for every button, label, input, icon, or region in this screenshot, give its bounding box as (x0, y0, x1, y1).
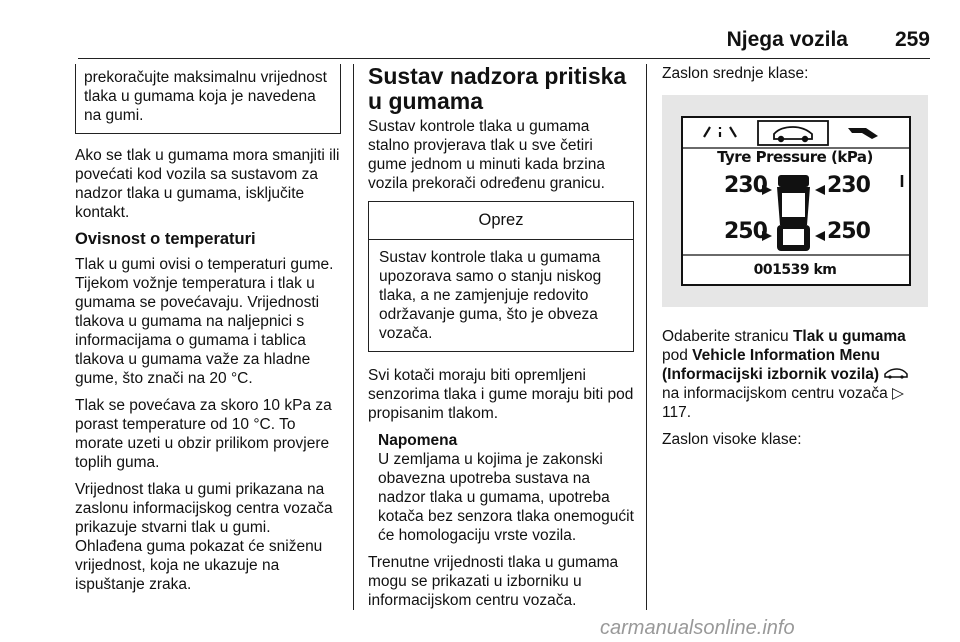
paragraph: Zaslon visoke klase: (662, 431, 802, 449)
column-divider-2 (646, 64, 647, 610)
note-text: U zemljama u kojima je zakonski obavezna upotreba sustava na nadzor tlaka u gumama, upotreba kotača bez senzora tlaka onemogućit će homologaciju vrste vozila. (378, 451, 634, 544)
text-run: pod (662, 347, 693, 364)
rear-right-pressure: 250 (827, 219, 870, 244)
caution-title: Oprez (369, 202, 633, 240)
section-heading: Ovisnost o temperaturi (75, 230, 256, 248)
paragraph: Tlak se povećava za skoro 10 kPa za porast temperature od 10 °C. To morate uzeti u obzir prilikom provjere toplih guma. (75, 397, 332, 471)
paragraph: Sustav kontrole tlaka u gumama stalno provjerava tlak u sve četiri gume jednom u minuti kada brzina vozila prekorači određenu granicu. (368, 118, 605, 192)
car-menu-icon (883, 365, 909, 384)
warning-box-continued (75, 64, 341, 134)
column-left (75, 64, 341, 602)
chapter-title: Njega vozila (726, 28, 848, 51)
note-title: Napomena (378, 432, 458, 449)
front-left-pressure: 230 (724, 173, 767, 198)
paragraph: Ako se tlak u gumama mora smanjiti ili povećati kod vozila sa sustavom za nadzor tlaka u gumama, isključite kontakt. (75, 147, 340, 221)
warning-box-text: prekoračujte maksimalnu vrijednost tlaka u gumama koja je navedena na gumi. (84, 69, 327, 124)
paragraph: Tlak u gumi ovisi o temperaturi gume. Tijekom vožnje temperatura i tlak u gumama se povećavaju. Vrijednosti tlakova u gumama na naljepnici s informacijama o gumama i tablica tlakova u gumama važe za hladne gume, što znači na 20 °C. (75, 256, 334, 387)
paragraph: Zaslon srednje klase: (662, 65, 809, 82)
page-reference-arrow-icon: ▷ (892, 385, 904, 403)
paragraph: Vrijednost tlaka u gumi prikazana na zaslonu informacijskog centra vozača prikazuje stvarni tlak u gumi. Ohlađena guma pokazat će sniženu vrijednost, koja ne ukazuje na ispuštanje zraka. (75, 481, 333, 593)
column-middle (368, 64, 634, 618)
menu-name: Vehicle Information Menu (Informacijski izbornik vozila) (662, 347, 880, 383)
text-run: na informacijskom centru vozača (662, 385, 893, 403)
caution-box (368, 201, 634, 352)
car-top-view-icon (777, 175, 810, 251)
page-reference[interactable]: 117. (662, 404, 692, 422)
tyre-pressure-label: Tyre Pressure (kPa) (717, 148, 873, 166)
rear-left-pressure: 250 (724, 219, 767, 244)
column-divider-1 (353, 64, 354, 610)
note-block (378, 431, 634, 545)
paragraph-select-page (662, 327, 928, 422)
paragraph: Trenutne vrijednosti tlaka u gumama mogu se prikazati u izborniku u informacijskom centru vozača. (368, 554, 619, 609)
column-right (662, 64, 928, 457)
tyre-pressure-display-image (662, 95, 928, 307)
text-run: Odaberite stranicu (662, 328, 793, 345)
caution-text: Sustav kontrole tlaka u gumama upozorava samo o stanju niskog tlaka, a ne zamjenjuje redovito održavanje guma, što je obveza vozača. (379, 249, 602, 342)
header-rule (78, 58, 930, 59)
front-right-pressure: 230 (827, 173, 870, 198)
section-title: Sustav nadzora pritiska u gumama (368, 63, 627, 114)
paragraph: Svi kotači moraju biti opremljeni senzorima tlaka i gume moraju biti pod propisanim tlakom. (368, 367, 634, 422)
watermark: carmanualsonline.info (600, 617, 795, 639)
odometer-reading: 001539 km (753, 262, 837, 278)
menu-page-name: Tlak u gumama (792, 328, 906, 345)
page-header (78, 28, 930, 60)
page-number: 259 (894, 28, 930, 51)
